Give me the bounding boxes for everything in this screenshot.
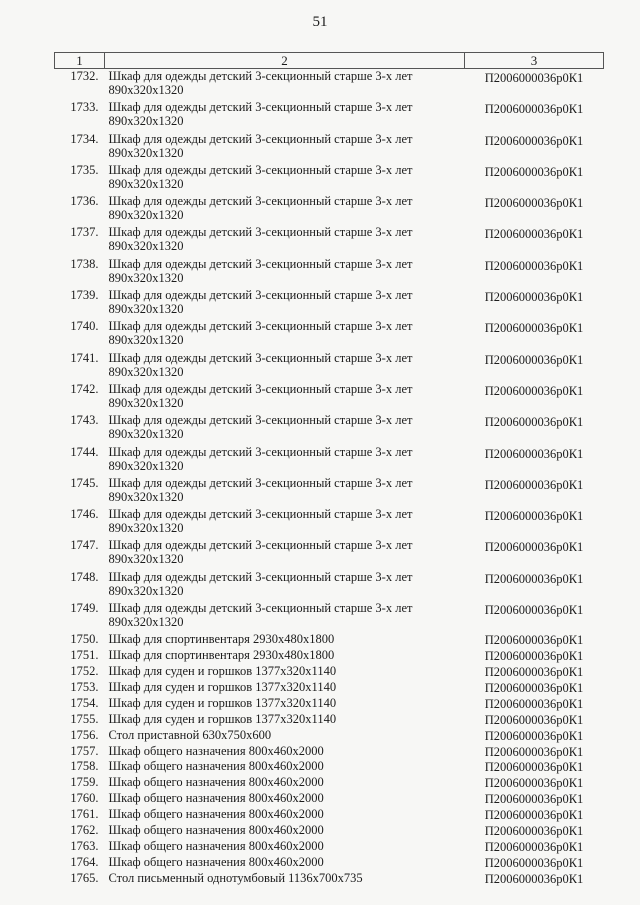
item-name: Шкаф для суден и горшков 1377х320х1140 [108,680,337,695]
row-number: 1765. [70,870,99,885]
row-number: 1758. [70,759,99,774]
table-row [55,351,604,382]
header-col-3: 3 [465,53,604,69]
row-number: 1749. [70,601,99,616]
row-number: 1737. [70,225,99,240]
row-number: 1738. [70,256,99,271]
table-row [55,225,604,256]
row-number: 1754. [70,695,99,710]
inventory-code: П2006000036р0К1 [484,258,584,273]
inventory-code: П2006000036р0К1 [484,415,584,430]
table-row [55,538,604,569]
item-name: Шкаф общего назначения 800х460х2000 [108,743,324,758]
inventory-code: П2006000036р0К1 [484,164,584,179]
inventory-code: П2006000036р0К1 [484,102,584,117]
row-number: 1750. [70,632,99,647]
inventory-code: П2006000036р0К1 [484,133,584,148]
inventory-code: П2006000036р0К1 [484,383,584,398]
item-name: Шкаф для суден и горшков 1377х320х1140 [108,664,337,679]
inventory-code: П2006000036р0К1 [484,71,584,85]
table-row [55,839,604,855]
table-row [55,791,604,807]
table-row [55,664,604,680]
inventory-code: П2006000036р0К1 [484,776,584,791]
inventory-code: П2006000036р0К1 [484,446,584,461]
item-name: Шкаф для одежды детский 3-секционный старше 3-х лет 890х320х1320 [108,381,413,410]
table-row [55,744,604,760]
row-number: 1753. [70,680,99,695]
item-name: Шкаф для одежды детский 3-секционный старше 3-х лет 890х320х1320 [108,288,413,317]
inventory-table [54,52,604,887]
inventory-code: П2006000036р0К1 [484,728,584,743]
header-row [55,53,604,69]
table-row [55,132,604,163]
item-name: Шкаф для одежды детский 3-секционный старше 3-х лет 890х320х1320 [108,69,413,97]
header-col-1: 1 [55,53,105,69]
inventory-code: П2006000036р0К1 [484,744,584,759]
row-number: 1757. [70,743,99,758]
table-row [55,807,604,823]
row-number: 1744. [70,444,99,459]
inventory-code: П2006000036р0К1 [484,792,584,807]
inventory-code: П2006000036р0К1 [484,760,584,775]
row-number: 1763. [70,838,99,853]
row-number: 1739. [70,288,99,303]
inventory-code: П2006000036р0К1 [484,839,584,854]
table-body [55,69,604,887]
item-name: Шкаф для одежды детский 3-секционный старше 3-х лет 890х320х1320 [108,319,413,348]
table-row [55,712,604,728]
item-name: Шкаф для одежды детский 3-секционный старше 3-х лет 890х320х1320 [108,225,413,254]
inventory-code: П2006000036р0К1 [484,712,584,727]
item-name: Шкаф для спортинвентаря 2930х480х1800 [108,632,335,647]
inventory-code: П2006000036р0К1 [484,855,584,870]
table-row [55,413,604,444]
item-name: Шкаф для одежды детский 3-секционный старше 3-х лет 890х320х1320 [108,601,413,630]
row-number: 1735. [70,162,99,177]
row-number: 1732. [70,69,99,83]
inventory-code: П2006000036р0К1 [484,196,584,211]
row-number: 1746. [70,507,99,522]
inventory-code: П2006000036р0К1 [484,571,584,586]
item-name: Шкаф для одежды детский 3-секционный старше 3-х лет 890х320х1320 [108,100,413,129]
row-number: 1734. [70,131,99,146]
inventory-code: П2006000036р0К1 [484,540,584,555]
table-row [55,823,604,839]
table-row [55,382,604,413]
row-number: 1760. [70,791,99,806]
header-col-2: 2 [105,53,465,69]
item-name: Шкаф для одежды детский 3-секционный старше 3-х лет 890х320х1320 [108,413,413,442]
inventory-code: П2006000036р0К1 [484,509,584,524]
table-row [55,445,604,476]
table-row [55,648,604,664]
table-row [55,759,604,775]
table-row [55,632,604,648]
inventory-code: П2006000036р0К1 [484,824,584,839]
row-number: 1761. [70,807,99,822]
row-number: 1743. [70,413,99,428]
item-name: Шкаф общего назначения 800х460х2000 [108,759,324,774]
row-number: 1756. [70,727,99,742]
item-name: Шкаф для одежды детский 3-секционный старше 3-х лет 890х320х1320 [108,475,413,504]
row-number: 1733. [70,100,99,115]
row-number: 1736. [70,194,99,209]
table-row [55,476,604,507]
item-name: Шкаф для спортинвентаря 2930х480х1800 [108,648,335,663]
row-number: 1764. [70,854,99,869]
row-number: 1755. [70,711,99,726]
table-row [55,163,604,194]
row-number: 1747. [70,538,99,553]
table-row [55,728,604,744]
inventory-code: П2006000036р0К1 [484,633,584,648]
table-header [55,53,604,69]
inventory-code: П2006000036р0К1 [484,603,584,618]
inventory-code: П2006000036р0К1 [484,808,584,823]
row-number: 1748. [70,569,99,584]
row-number: 1742. [70,381,99,396]
item-name: Шкаф для суден и горшков 1377х320х1140 [108,711,337,726]
table-row [55,570,604,601]
inventory-code: П2006000036р0К1 [484,352,584,367]
table-row [55,100,604,131]
table-row [55,194,604,225]
row-number: 1759. [70,775,99,790]
item-name: Шкаф общего назначения 800х460х2000 [108,854,324,869]
item-name: Шкаф для одежды детский 3-секционный старше 3-х лет 890х320х1320 [108,444,413,473]
row-number: 1751. [70,648,99,663]
item-name: Шкаф для одежды детский 3-секционный старше 3-х лет 890х320х1320 [108,131,413,160]
inventory-code: П2006000036р0К1 [484,665,584,680]
inventory-code: П2006000036р0К1 [484,681,584,696]
item-name: Шкаф для одежды детский 3-секционный старше 3-х лет 890х320х1320 [108,194,413,223]
table-row [55,288,604,319]
table-row [55,69,604,101]
inventory-code: П2006000036р0К1 [484,321,584,336]
table-row [55,507,604,538]
item-name: Шкаф общего назначения 800х460х2000 [108,807,324,822]
item-name: Шкаф для одежды детский 3-секционный старше 3-х лет 890х320х1320 [108,162,413,191]
item-name: Шкаф для суден и горшков 1377х320х1140 [108,695,337,710]
item-name: Шкаф общего назначения 800х460х2000 [108,791,324,806]
inventory-code: П2006000036р0К1 [484,477,584,492]
table-row [55,775,604,791]
inventory-code: П2006000036р0К1 [484,696,584,711]
table-row [55,680,604,696]
item-name: Шкаф общего назначения 800х460х2000 [108,775,324,790]
table-row [55,696,604,712]
item-name: Шкаф общего назначения 800х460х2000 [108,823,324,838]
table-row [55,319,604,350]
table-row [55,871,604,887]
item-name: Шкаф общего назначения 800х460х2000 [108,838,324,853]
item-name: Шкаф для одежды детский 3-секционный старше 3-х лет 890х320х1320 [108,350,413,379]
inventory-code: П2006000036р0К1 [484,227,584,242]
item-name: Шкаф для одежды детский 3-секционный старше 3-х лет 890х320х1320 [108,538,413,567]
item-name: Стол приставной 630х750х600 [108,727,272,742]
table-row [55,257,604,288]
row-number: 1745. [70,475,99,490]
row-number: 1740. [70,319,99,334]
row-number: 1762. [70,823,99,838]
item-name: Стол письменный однотумбовый 1136х700х735 [108,870,363,885]
table-row [55,601,604,632]
inventory-code: П2006000036р0К1 [484,871,584,886]
inventory-code: П2006000036р0К1 [484,649,584,664]
row-number: 1752. [70,664,99,679]
item-name: Шкаф для одежды детский 3-секционный старше 3-х лет 890х320х1320 [108,569,413,598]
row-number: 1741. [70,350,99,365]
table-row [55,855,604,871]
inventory-code: П2006000036р0К1 [484,290,584,305]
item-name: Шкаф для одежды детский 3-секционный старше 3-х лет 890х320х1320 [108,256,413,285]
page-number: 51 [312,14,328,30]
item-name: Шкаф для одежды детский 3-секционный старше 3-х лет 890х320х1320 [108,507,413,536]
